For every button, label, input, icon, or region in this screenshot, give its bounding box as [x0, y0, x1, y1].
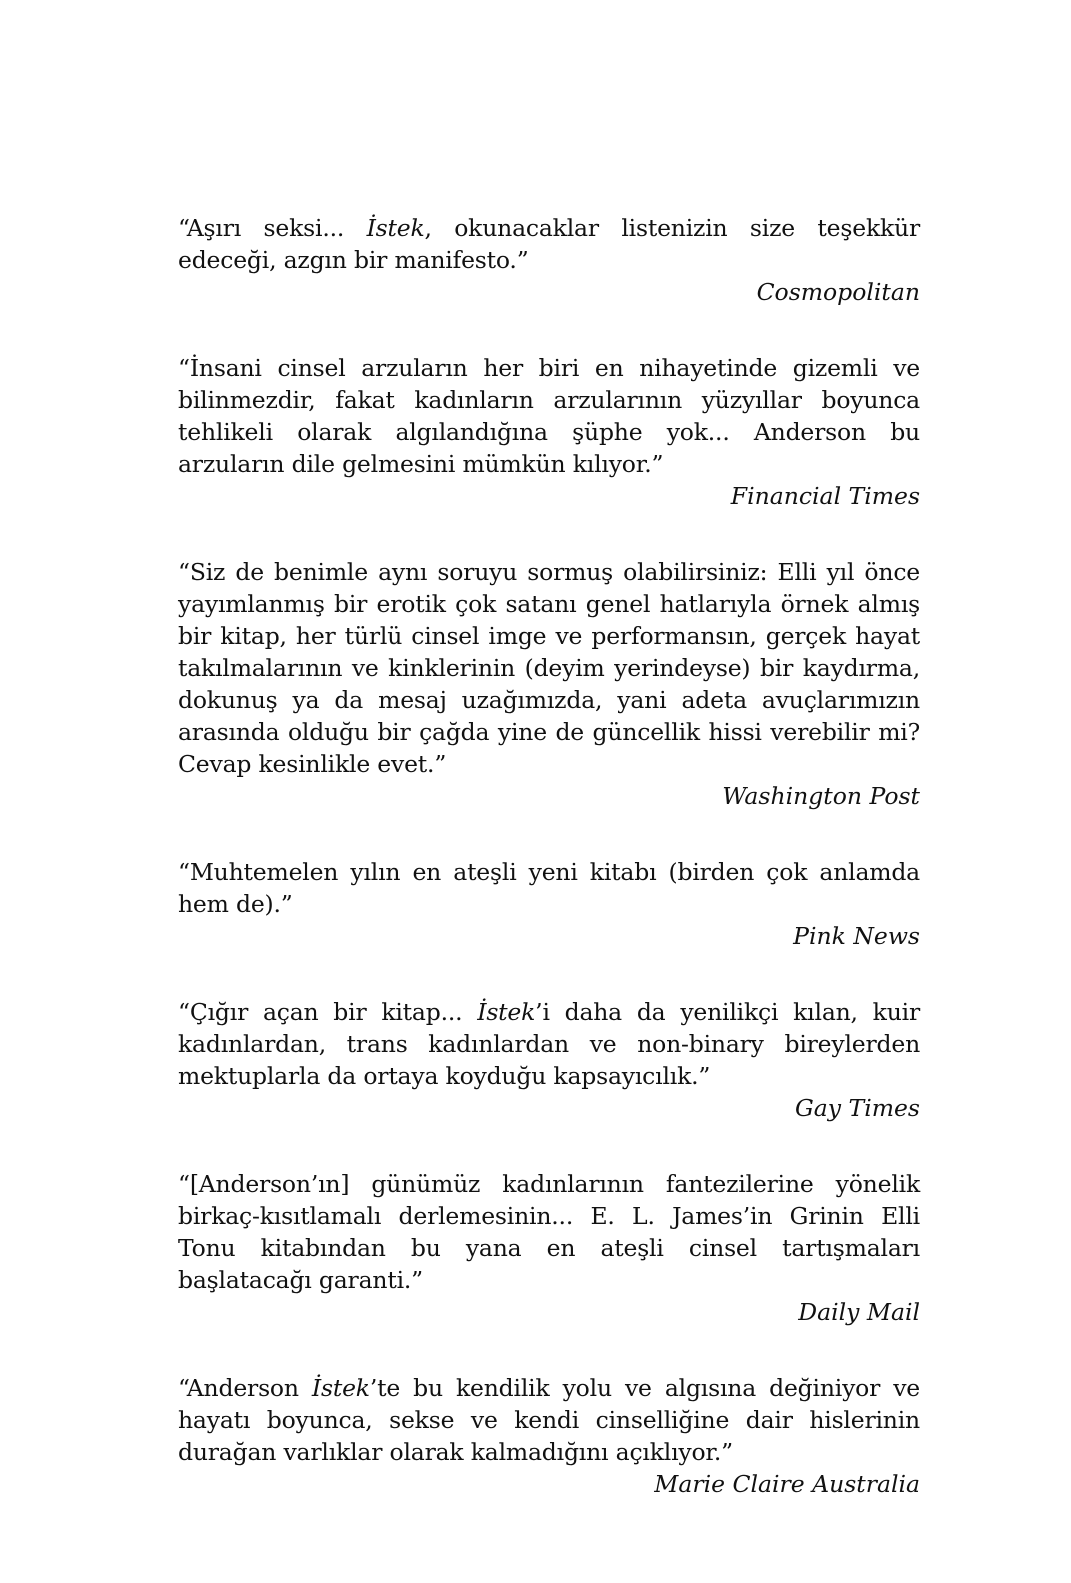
review-page — [178, 212, 920, 1544]
review-source: Washington Post — [722, 782, 920, 810]
review-daily-mail — [178, 1168, 920, 1328]
review-source: Pink News — [793, 922, 920, 950]
review-marie-claire — [178, 1372, 920, 1500]
review-quote: “Muhtemelen yılın en ateşli yeni kitabı (birden çok anlamda hem de).” — [178, 858, 920, 918]
review-quote: “[Anderson’ın] günümüz kadınlarının fantezilerine yönelik birkaç-kısıtlamalı derlemesinin... E. L. James’in Grinin Elli Tonu kitabından bu yana en ateşli cinsel tartışmaları başlatacağı garanti.” — [178, 1170, 920, 1294]
review-quote: “Anderson İstek’te bu kendilik yolu ve algısına değiniyor ve hayatı boyunca, sekse ve kendi cinselliğine dair hislerinin durağan varlıklar olarak kalmadığını açıklıyor.” — [178, 1374, 920, 1466]
review-source: Financial Times — [730, 482, 920, 510]
review-quote: “Siz de benimle aynı soruyu sormuş olabilirsiniz: Elli yıl önce yayımlanmış bir erotik çok satanı genel hatlarıyla örnek almış bir kitap, her türlü cinsel imge ve performansın, gerçek hayat takılmalarının ve kinklerinin (deyim yerindeyse) bir kaydırma, dokunuş ya da mesaj uzağımızda, yani adeta avuçlarımızın arasında olduğu bir çağda yine de güncellik hissi verebilir mi? Cevap kesinlikle evet.” — [178, 558, 920, 778]
review-quote: “Aşırı seksi... İstek, okunacaklar listenizin size teşekkür edeceği, azgın bir manifesto.” — [178, 214, 920, 274]
review-gay-times — [178, 996, 920, 1124]
review-pink-news — [178, 856, 920, 952]
book-title: İstek — [311, 1374, 370, 1402]
book-title: İstek — [366, 214, 425, 242]
review-source: Marie Claire Australia — [654, 1470, 920, 1498]
review-source: Cosmopolitan — [756, 278, 920, 306]
review-quote: “Çığır açan bir kitap... İstek’i daha da yenilikçi kılan, kuir kadınlardan, trans kadınlardan ve non-binary bireylerden mektuplarla da ortaya koyduğu kapsayıcılık.” — [178, 998, 920, 1090]
review-financial-times — [178, 352, 920, 512]
review-quote: “İnsani cinsel arzuların her biri en nihayetinde gizemli ve bilinmezdir, fakat kadınların arzularının yüzyıllar boyunca tehlikeli olarak algılandığına şüphe yok... Anderson bu arzuların dile gelmesini mümkün kılıyor.” — [178, 354, 920, 478]
review-source: Daily Mail — [798, 1298, 920, 1326]
review-source: Gay Times — [795, 1094, 920, 1122]
book-title: İstek — [477, 998, 536, 1026]
review-washington-post — [178, 556, 920, 812]
review-cosmopolitan — [178, 212, 920, 308]
